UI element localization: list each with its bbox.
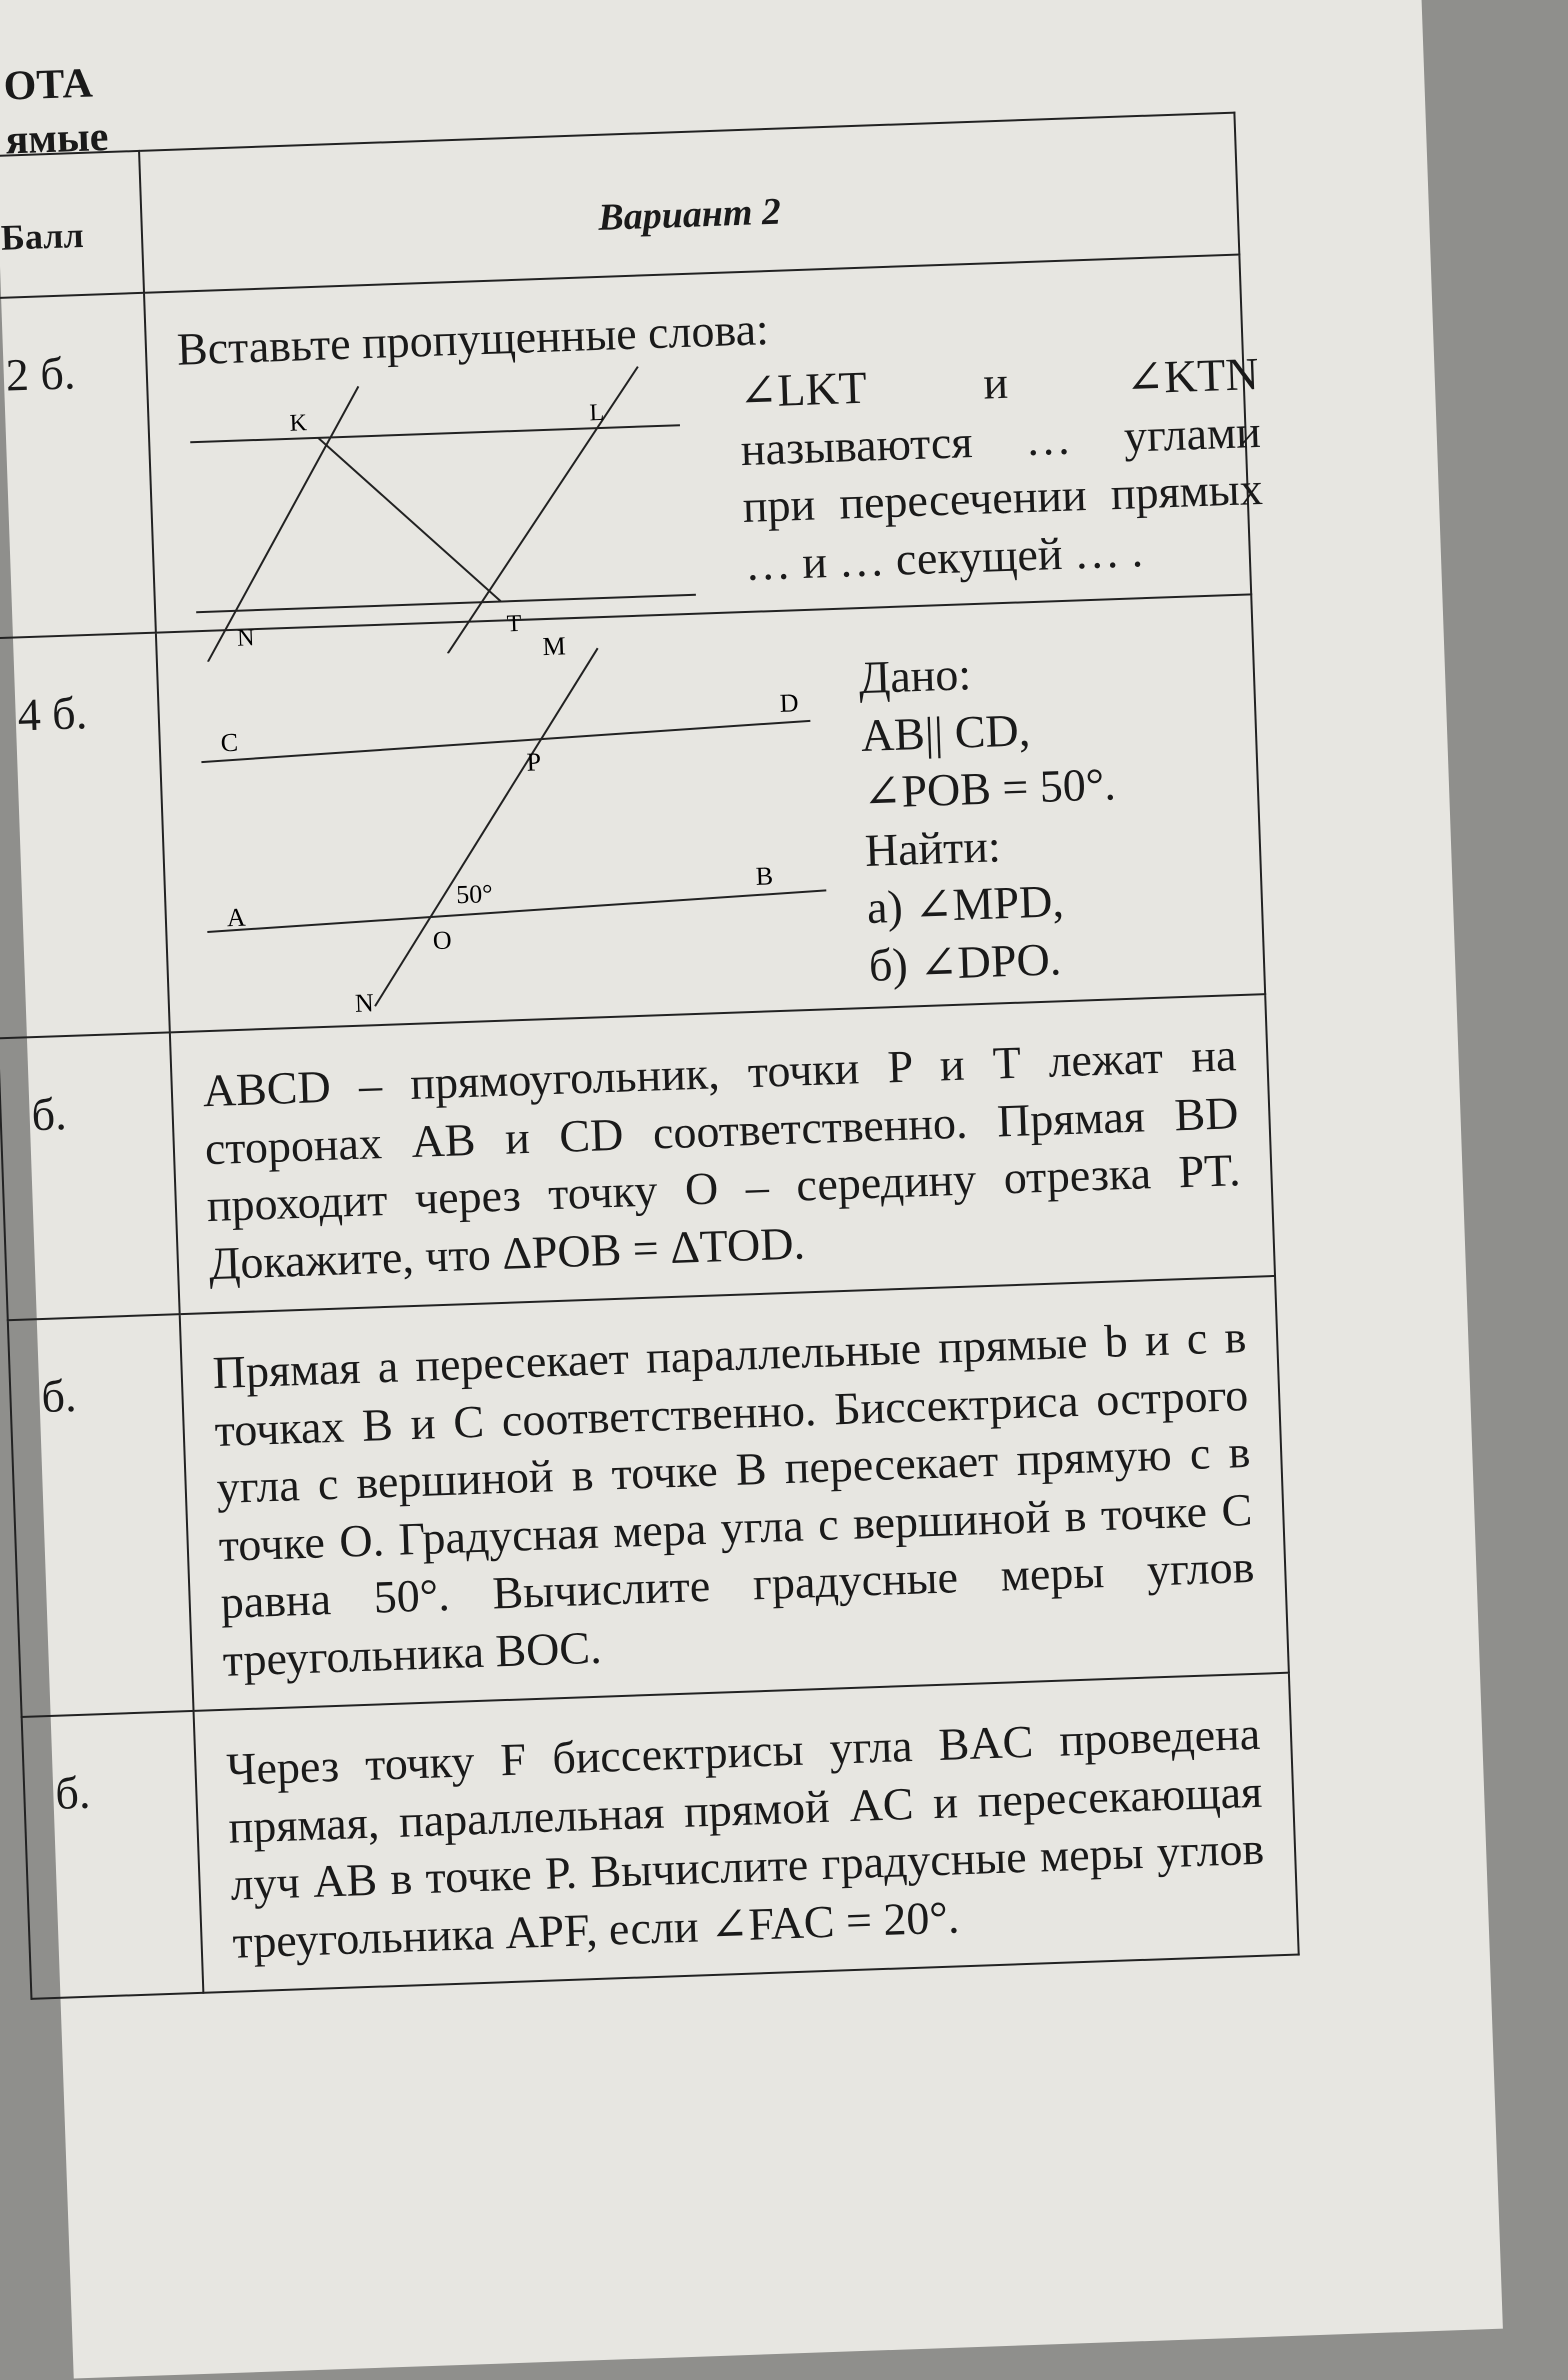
heading-line-1: ОТА bbox=[2, 60, 94, 110]
label-O: O bbox=[432, 925, 453, 956]
label-T: T bbox=[506, 610, 522, 638]
line-NT bbox=[196, 595, 696, 612]
task-row-1 bbox=[0, 255, 1251, 639]
given-find-block bbox=[858, 635, 1270, 994]
given-angle: ∠POB = 50°. bbox=[861, 758, 1117, 819]
find-a: а) ∠MPD, bbox=[866, 875, 1065, 933]
fill-in-text: ∠LKT и ∠KTN называются … углами при пересечении прямых … и … секущей … . bbox=[737, 347, 1264, 590]
points-column-header: Балл bbox=[0, 151, 144, 299]
heading-line-2: ямые bbox=[4, 113, 110, 164]
find-label: Найти: bbox=[864, 819, 1002, 876]
label-L: L bbox=[589, 399, 605, 427]
label-D: D bbox=[779, 688, 800, 718]
task-row-5 bbox=[22, 1673, 1299, 1999]
tasks-table bbox=[0, 112, 1300, 2000]
line-CD bbox=[201, 721, 811, 762]
label-C: C bbox=[220, 727, 239, 758]
line-KL bbox=[190, 425, 680, 442]
task-cell bbox=[156, 594, 1265, 1032]
segment-KT bbox=[318, 432, 501, 608]
label-A: A bbox=[226, 902, 247, 933]
secant-MN bbox=[363, 648, 610, 1006]
find-b: б) ∠DPO. bbox=[868, 932, 1062, 991]
label-K: K bbox=[289, 410, 308, 437]
task-points: б. bbox=[0, 1032, 180, 1320]
task-cell bbox=[170, 994, 1275, 1314]
task-points: б. bbox=[8, 1314, 194, 1717]
given-parallel: AB|| CD, bbox=[859, 703, 1031, 761]
label-M: M bbox=[542, 631, 567, 662]
task-row-2 bbox=[0, 594, 1265, 1038]
line-NK bbox=[199, 386, 368, 661]
task-cell bbox=[144, 255, 1264, 652]
task-row-3 bbox=[0, 994, 1275, 1320]
task-text: Через точку F биссектрисы угла BAC проведена прямая, параллельная прямой AC и пересекающая луч AB в точке P. Вычислите градусные меры углов треугольника APF, если ∠FAC = 20°. bbox=[225, 1707, 1265, 1968]
label-N: N bbox=[236, 625, 255, 652]
line-TL bbox=[438, 367, 648, 654]
task-row-4 bbox=[8, 1276, 1289, 1717]
task-title: Вставьте пропущенные слова: bbox=[176, 303, 770, 375]
task-cell bbox=[194, 1673, 1299, 1993]
variant-column-header: Вариант 2 bbox=[139, 113, 1239, 293]
given-label: Дано: bbox=[857, 648, 972, 704]
task-text: ABCD – прямоугольник, точки P и T лежат на сторонах AB и CD соответственно. Прямая BD проходит через точку O – середину отрезка PT. Докажите, что ΔPOB = ΔTOD. bbox=[202, 1029, 1242, 1289]
task-points: 2 б. bbox=[0, 293, 156, 639]
parallel-lines-figure-2 bbox=[177, 620, 850, 1023]
task-points: 4 б. bbox=[0, 633, 170, 1039]
task-cell bbox=[180, 1276, 1289, 1711]
angle-label: 50° bbox=[455, 879, 494, 910]
task-points: б. bbox=[22, 1711, 204, 1999]
line-AB bbox=[207, 890, 827, 932]
task-text: Прямая a пересекает параллельные прямые b и c в точках B и C соответственно. Биссектриса острого угла с вершиной в точке B пересекает прямую c в точке O. Градусная мера угла с вершиной в точке C равна 50°. Вычислите градусные меры углов треугольника BOC. bbox=[211, 1311, 1256, 1686]
label-B: B bbox=[755, 861, 774, 891]
label-N: N bbox=[354, 988, 375, 1018]
label-P: P bbox=[526, 747, 542, 777]
